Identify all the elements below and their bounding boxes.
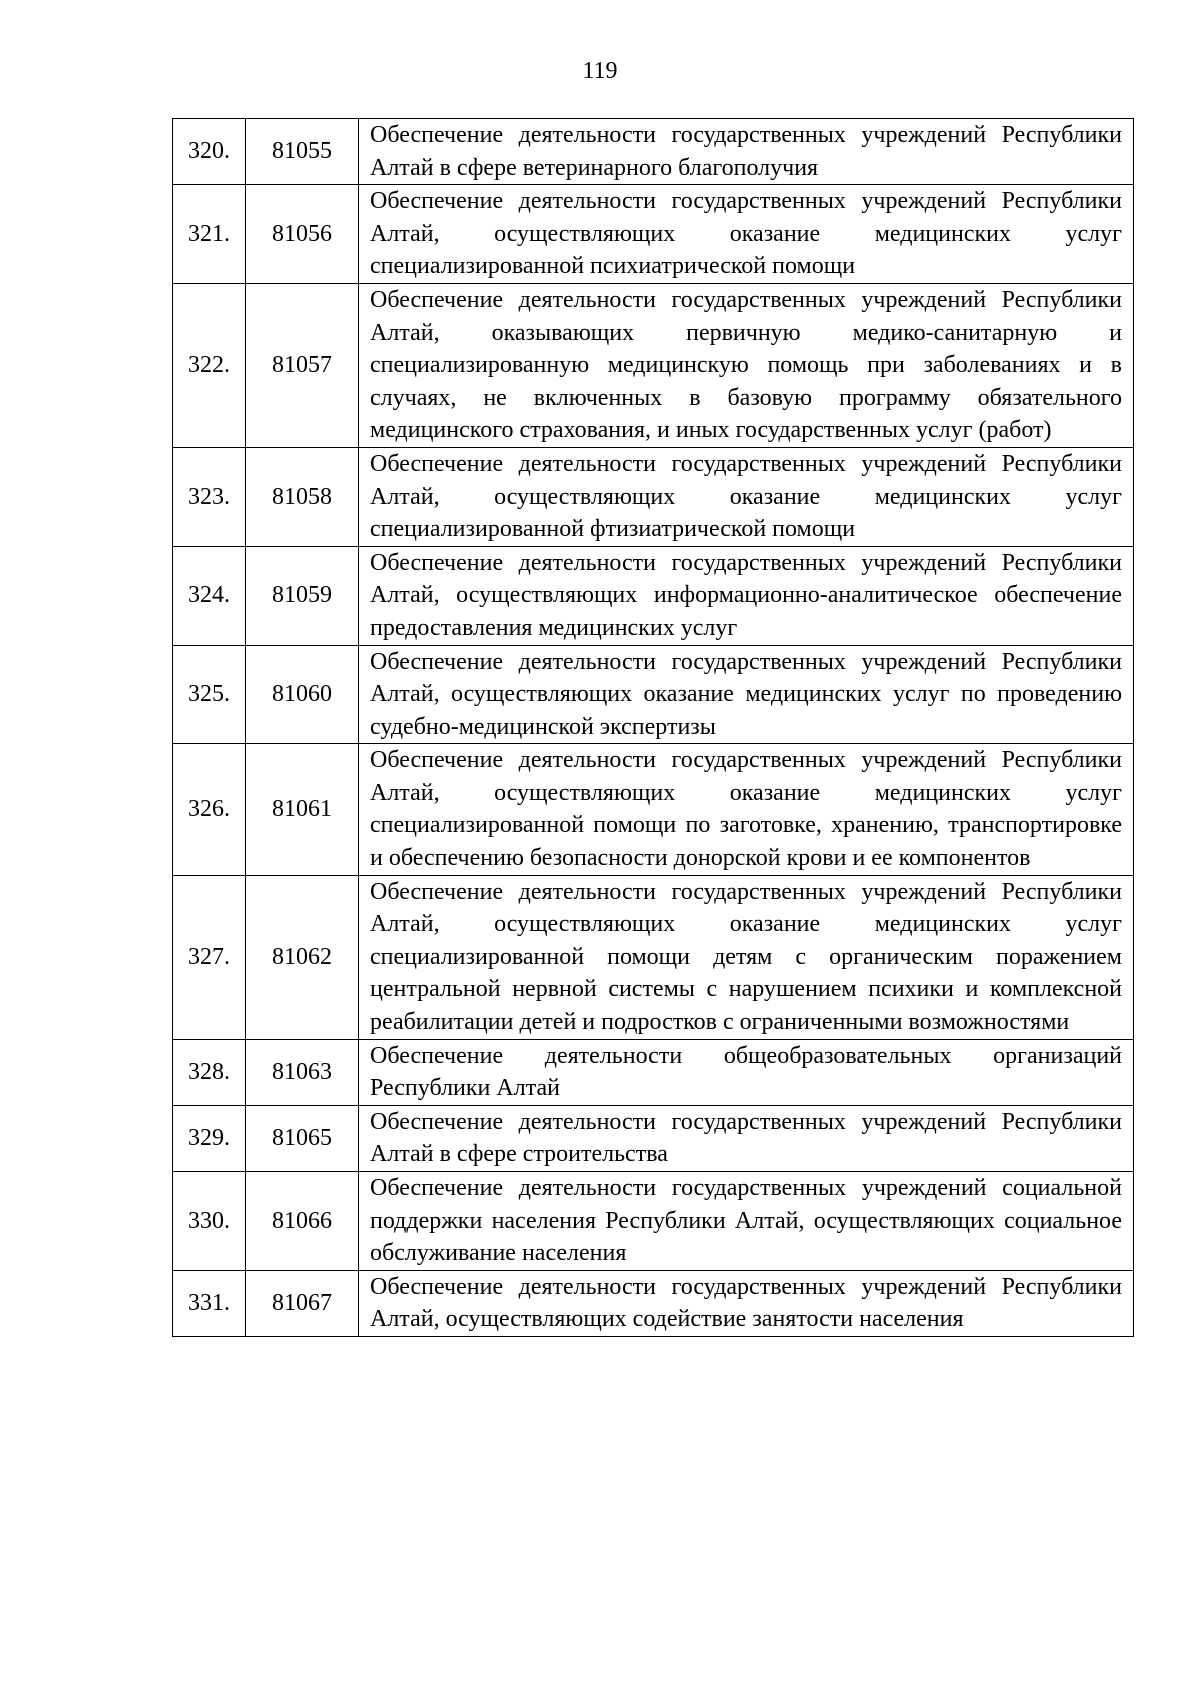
row-description-cell xyxy=(359,119,1134,185)
row-description: Обеспечение деятельности государственных учреждений Республики Алтай, осуществляющих оказание медицинских услуг по проведению судебно-медицинской экспертизы xyxy=(370,648,1122,740)
row-number: 323. xyxy=(173,447,246,546)
row-description-cell xyxy=(359,645,1134,744)
row-code: 81059 xyxy=(246,546,359,645)
row-description: Обеспечение деятельности государственных учреждений Республики Алтай в сфере строительства xyxy=(370,1108,1122,1168)
budget-code-table xyxy=(172,118,1134,1337)
row-number: 324. xyxy=(173,546,246,645)
page-number: 119 xyxy=(582,58,618,84)
row-description: Обеспечение деятельности государственных учреждений Республики Алтай, осуществляющих информационно-аналитическое обеспечение предоставления медицинских услуг xyxy=(370,549,1122,641)
row-description-cell xyxy=(359,1039,1134,1105)
row-number: 320. xyxy=(173,119,246,185)
row-code: 81060 xyxy=(246,645,359,744)
row-number: 327. xyxy=(173,875,246,1039)
table-row xyxy=(173,1270,1134,1336)
row-description-cell xyxy=(359,744,1134,875)
row-number: 329. xyxy=(173,1105,246,1171)
row-description-cell xyxy=(359,875,1134,1039)
row-description: Обеспечение деятельности государственных учреждений Республики Алтай, осуществляющих оказание медицинских услуг специализированной помощи детям с органическим поражением центральной нервной системы с нарушением психики и комплексной реабилитации детей и подростков с ограниченными возможностями xyxy=(370,878,1122,1036)
row-code: 81063 xyxy=(246,1039,359,1105)
row-number: 322. xyxy=(173,283,246,447)
row-code: 81062 xyxy=(246,875,359,1039)
table-row xyxy=(173,447,1134,546)
row-code: 81056 xyxy=(246,185,359,284)
table-row xyxy=(173,1039,1134,1105)
row-description: Обеспечение деятельности общеобразовательных организаций Республики Алтай xyxy=(370,1042,1122,1102)
table-row xyxy=(173,546,1134,645)
row-description: Обеспечение деятельности государственных учреждений Республики Алтай, осуществляющих содействие занятости населения xyxy=(370,1273,1122,1333)
table-row xyxy=(173,1172,1134,1271)
row-description-cell xyxy=(359,185,1134,284)
table-row xyxy=(173,645,1134,744)
row-code: 81055 xyxy=(246,119,359,185)
row-description: Обеспечение деятельности государственных учреждений Республики Алтай, оказывающих первичную медико-санитарную и специализированную медицинскую помощь при заболеваниях и в случаях, не включенных в базовую программу обязательного медицинского страхования, и иных государственных услуг (работ) xyxy=(370,286,1122,444)
row-description: Обеспечение деятельности государственных учреждений Республики Алтай, осуществляющих оказание медицинских услуг специализированной помощи по заготовке, хранению, транспортировке и обеспечению безопасности донорской крови и ее компонентов xyxy=(370,747,1122,872)
row-description-cell xyxy=(359,447,1134,546)
row-number: 330. xyxy=(173,1172,246,1271)
row-description-cell xyxy=(359,1270,1134,1336)
row-code: 81057 xyxy=(246,283,359,447)
row-code: 81058 xyxy=(246,447,359,546)
row-description-cell xyxy=(359,1105,1134,1171)
table-row xyxy=(173,1105,1134,1171)
row-number: 326. xyxy=(173,744,246,875)
row-code: 81067 xyxy=(246,1270,359,1336)
row-description-cell xyxy=(359,1172,1134,1271)
row-description: Обеспечение деятельности государственных учреждений Республики Алтай в сфере ветеринарного благополучия xyxy=(370,122,1122,181)
row-code: 81065 xyxy=(246,1105,359,1171)
row-number: 331. xyxy=(173,1270,246,1336)
row-number: 321. xyxy=(173,185,246,284)
row-description: Обеспечение деятельности государственных учреждений Республики Алтай, осуществляющих оказание медицинских услуг специализированной психиатрической помощи xyxy=(370,188,1122,280)
row-description: Обеспечение деятельности государственных учреждений Республики Алтай, осуществляющих оказание медицинских услуг специализированной фтизиатрической помощи xyxy=(370,450,1122,543)
row-description: Обеспечение деятельности государственных учреждений социальной поддержки населения Республики Алтай, осуществляющих социальное обслуживание населения xyxy=(370,1175,1122,1267)
table-row xyxy=(173,119,1134,185)
row-number: 325. xyxy=(173,645,246,744)
table-row xyxy=(173,744,1134,875)
row-description-cell xyxy=(359,546,1134,645)
table-row xyxy=(173,283,1134,447)
row-number: 328. xyxy=(173,1039,246,1105)
table-row xyxy=(173,185,1134,284)
table-row xyxy=(173,875,1134,1039)
row-code: 81061 xyxy=(246,744,359,875)
row-code: 81066 xyxy=(246,1172,359,1271)
row-description-cell xyxy=(359,283,1134,447)
